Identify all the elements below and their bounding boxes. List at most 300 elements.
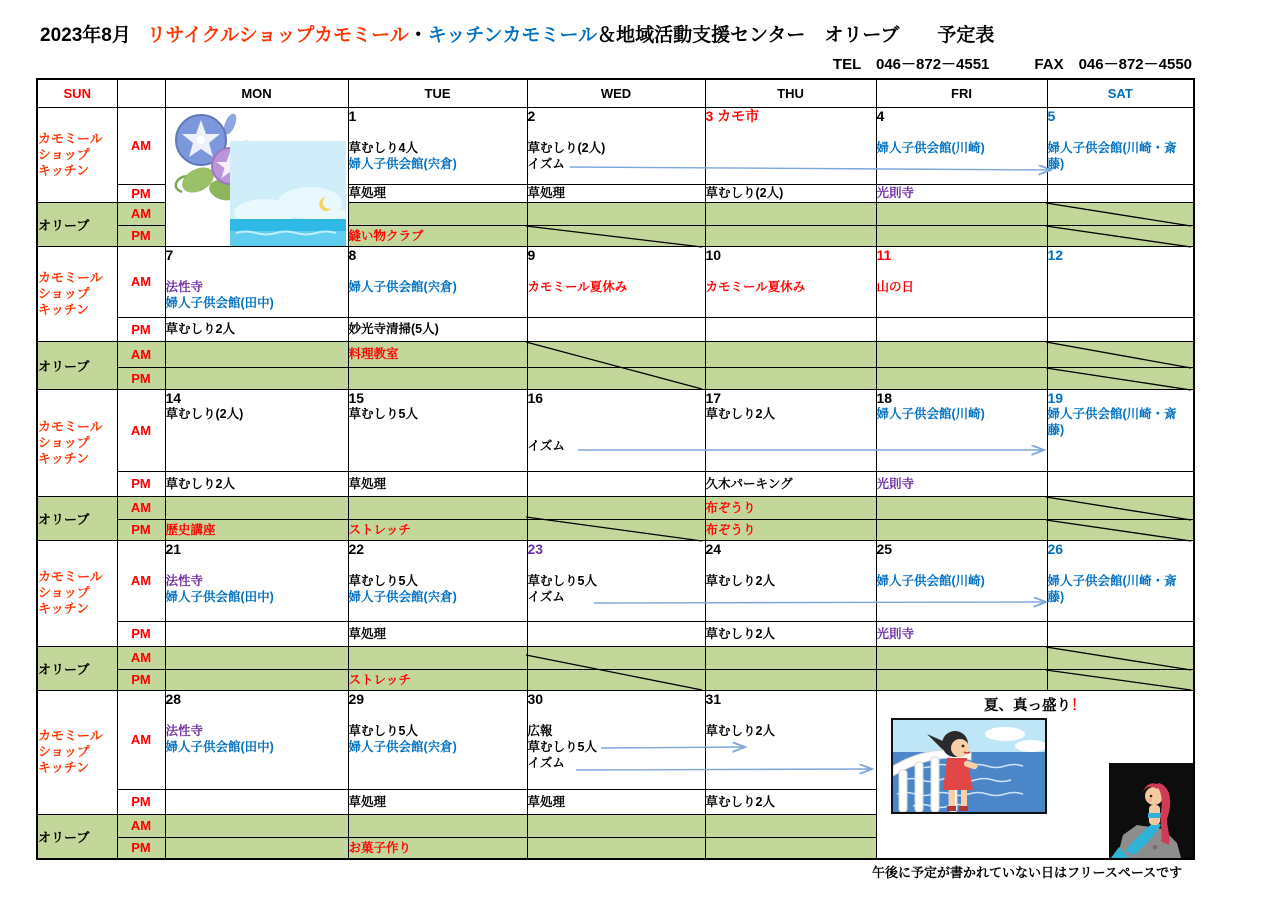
day-olive-pm-cell xyxy=(527,837,705,859)
date-number: 7 xyxy=(165,246,174,263)
summer-caption xyxy=(877,694,1194,715)
group-label-kamomile xyxy=(37,246,117,341)
schedule-entry: 妙光寺清掃(5人) xyxy=(348,322,439,336)
header-fri: FRI xyxy=(876,79,1047,107)
day-pm-cell xyxy=(527,471,705,496)
day-olive-am-cell xyxy=(1047,341,1194,367)
pm-label: PM xyxy=(117,621,165,646)
day-am-cell xyxy=(165,246,348,317)
day-am-cell xyxy=(876,246,1047,317)
clipart-cell xyxy=(165,107,348,246)
date-number: 3 カモ市 xyxy=(705,107,760,124)
schedule-entry: カモミール夏休み xyxy=(705,279,806,294)
date-number: 17 xyxy=(705,389,722,406)
day-pm-cell xyxy=(705,789,876,814)
day-pm-cell xyxy=(705,621,876,646)
group-label-line: カモミール xyxy=(38,569,103,584)
day-olive-pm-cell xyxy=(876,367,1047,389)
schedule-entry: 婦人子供会館(宍倉) xyxy=(348,156,457,171)
day-olive-am-cell xyxy=(348,202,527,225)
schedule-entry: 光則寺 xyxy=(876,476,915,491)
day-olive-pm-cell xyxy=(705,225,876,246)
day-olive-am-cell xyxy=(876,202,1047,225)
date-number: 9 xyxy=(527,246,536,263)
blank-line xyxy=(349,707,527,723)
day-olive-pm-cell xyxy=(705,367,876,389)
day-olive-pm-cell xyxy=(165,669,348,690)
schedule-entry: 草むしり2人 xyxy=(705,626,775,641)
day-pm-cell xyxy=(348,184,527,202)
header-sat: SAT xyxy=(1047,79,1194,107)
day-am-cell xyxy=(348,690,527,789)
schedule-entry: 草むしり(2人) xyxy=(165,406,244,421)
day-olive-am-cell xyxy=(527,646,705,669)
group-label-olive: オリーブ xyxy=(37,814,117,859)
summer-caption-text: 夏、真っ盛り xyxy=(984,697,1071,714)
schedule-entry: 婦人子供会館(川崎) xyxy=(876,406,985,421)
day-olive-am-cell xyxy=(705,814,876,837)
summer-images-cell xyxy=(876,690,1194,859)
header-sun: SUN xyxy=(37,79,117,107)
group-label-line: キッチン xyxy=(38,450,90,466)
day-am-cell xyxy=(705,107,876,184)
group-label-line: ショップ xyxy=(38,285,90,301)
day-pm-cell xyxy=(165,789,348,814)
schedule-entry: 草むしり5人 xyxy=(527,739,597,754)
schedule-entry: 婦人子供会館(宍倉) xyxy=(348,279,457,294)
schedule-entry: イズム xyxy=(527,589,565,604)
day-pm-cell xyxy=(348,789,527,814)
week-2-olive-am-row xyxy=(37,341,1194,367)
title-kitchen-name: キッチンカモミール xyxy=(427,25,598,46)
day-olive-pm-cell xyxy=(1047,669,1194,690)
day-pm-cell xyxy=(705,471,876,496)
week-3-olive-am-row xyxy=(37,496,1194,519)
date-number: 4 xyxy=(876,107,885,124)
week-4-olive-pm-row xyxy=(37,669,1194,690)
date-number: 1 xyxy=(348,107,357,124)
week-5-am-row xyxy=(37,690,1194,789)
sea-clipart xyxy=(230,141,346,246)
day-pm-cell xyxy=(527,621,705,646)
day-olive-am-cell xyxy=(1047,202,1194,225)
date-number: 8 xyxy=(348,246,357,263)
schedule-entry: 婦人子供会館(川崎) xyxy=(876,140,985,155)
day-pm-cell xyxy=(165,471,348,496)
date-number: 21 xyxy=(165,540,182,557)
day-am-cell xyxy=(1047,389,1194,471)
schedule-table xyxy=(36,78,1195,860)
day-olive-pm-cell xyxy=(705,519,876,540)
week-2-pm-row xyxy=(37,317,1194,341)
day-olive-pm-cell xyxy=(527,225,705,246)
olive-pm-label: PM xyxy=(117,669,165,690)
day-olive-am-cell xyxy=(348,496,527,519)
schedule-entry: 草むしり5人 xyxy=(348,573,418,588)
schedule-entry: 草むしり2人 xyxy=(705,406,775,421)
blank-line xyxy=(706,707,876,723)
group-label-line: ショップ xyxy=(38,434,90,450)
header-tue: TUE xyxy=(348,79,527,107)
title-month: 2023年8月 xyxy=(40,25,131,46)
schedule-entry: 法性寺 xyxy=(165,723,204,738)
schedule-entry: イズム xyxy=(527,755,565,770)
schedule-entry: 光則寺 xyxy=(876,186,915,200)
week-3-am-row xyxy=(37,389,1194,471)
schedule-entry: 草処理 xyxy=(348,476,387,491)
day-pm-cell xyxy=(705,184,876,202)
day-olive-am-cell xyxy=(876,496,1047,519)
day-pm-cell xyxy=(876,621,1047,646)
day-am-cell xyxy=(1047,107,1194,184)
day-olive-am-cell xyxy=(348,814,527,837)
date-number: 28 xyxy=(165,690,182,707)
day-olive-am-cell xyxy=(705,496,876,519)
schedule-entry: 草処理 xyxy=(348,626,387,641)
day-am-cell xyxy=(527,690,705,789)
header-blank xyxy=(117,79,165,107)
day-olive-pm-cell xyxy=(348,837,527,859)
group-label-kamomile xyxy=(37,389,117,496)
day-am-cell xyxy=(527,107,705,184)
day-pm-cell xyxy=(1047,184,1194,202)
date-number: 2 xyxy=(527,107,536,124)
day-olive-am-cell xyxy=(527,202,705,225)
group-label-line: キッチン xyxy=(38,162,90,178)
date-number: 12 xyxy=(1047,246,1064,263)
date-number: 15 xyxy=(348,389,365,406)
schedule-entry: 料理教室 xyxy=(348,347,399,361)
day-olive-pm-cell xyxy=(165,837,348,859)
day-olive-am-cell xyxy=(705,646,876,669)
week-2-olive-pm-row xyxy=(37,367,1194,389)
schedule-entry: 婦人子供会館(川崎・斎藤) xyxy=(1047,406,1177,437)
day-olive-am-cell xyxy=(348,341,527,367)
date-number: 25 xyxy=(876,540,893,557)
schedule-entry: 婦人子供会館(田中) xyxy=(165,295,274,310)
date-number: 29 xyxy=(348,690,365,707)
day-pm-cell xyxy=(1047,621,1194,646)
day-olive-am-cell xyxy=(876,646,1047,669)
blank-line xyxy=(349,263,527,279)
day-olive-pm-cell xyxy=(348,367,527,389)
blank-line xyxy=(166,557,348,573)
day-olive-pm-cell xyxy=(1047,519,1194,540)
group-label-line: カモミール xyxy=(38,728,103,743)
header-mon: MON xyxy=(165,79,348,107)
group-label-olive: オリーブ xyxy=(37,341,117,389)
day-pm-cell xyxy=(348,317,527,341)
blank-line xyxy=(877,263,1047,279)
olive-am-label: AM xyxy=(117,341,165,367)
week-4-am-row xyxy=(37,540,1194,621)
day-olive-am-cell xyxy=(165,646,348,669)
schedule-entry: 歴史講座 xyxy=(165,522,216,537)
date-number: 30 xyxy=(527,690,544,707)
pm-label: PM xyxy=(117,184,165,202)
day-am-cell xyxy=(165,389,348,471)
week-1-am-row xyxy=(37,107,1194,184)
olive-am-label: AM xyxy=(117,202,165,225)
schedule-entry: 草むしり5人 xyxy=(527,573,597,588)
blank-line xyxy=(1048,557,1194,573)
day-am-cell xyxy=(348,107,527,184)
date-number: 18 xyxy=(876,389,893,406)
date-number: 24 xyxy=(705,540,722,557)
day-am-cell xyxy=(705,540,876,621)
day-olive-pm-cell xyxy=(1047,225,1194,246)
schedule-entry: 縫い物クラブ xyxy=(348,228,424,243)
day-olive-pm-cell xyxy=(527,669,705,690)
day-olive-pm-cell xyxy=(876,225,1047,246)
schedule-entry: 布ぞうり xyxy=(705,500,756,515)
day-am-cell xyxy=(1047,246,1194,317)
schedule-entry: イズム xyxy=(527,438,565,453)
day-olive-pm-cell xyxy=(876,519,1047,540)
day-pm-cell xyxy=(1047,317,1194,341)
summer-caption-mark: ！ xyxy=(1071,697,1086,714)
group-label-olive: オリーブ xyxy=(37,646,117,690)
day-olive-pm-cell xyxy=(527,367,705,389)
day-olive-am-cell xyxy=(348,646,527,669)
group-label-line: ショップ xyxy=(38,146,90,162)
day-olive-pm-cell xyxy=(1047,367,1194,389)
date-number: 5 xyxy=(1047,107,1056,124)
olive-pm-label: PM xyxy=(117,837,165,859)
week-2-am-row xyxy=(37,246,1194,317)
blank-line xyxy=(528,124,705,140)
group-label-line: カモミール xyxy=(38,130,103,146)
schedule-entry: 広報 xyxy=(527,723,553,738)
title-rest: ＆地域活動支援センター オリーブ 予定表 xyxy=(597,25,995,46)
day-am-cell xyxy=(165,690,348,789)
schedule-entry: 草処理 xyxy=(527,794,566,809)
day-am-cell xyxy=(527,246,705,317)
blank-line xyxy=(528,263,705,279)
day-olive-pm-cell xyxy=(348,225,527,246)
group-label-line: カモミール xyxy=(38,269,103,285)
day-olive-am-cell xyxy=(527,814,705,837)
day-am-cell xyxy=(876,389,1047,471)
footer-note: 午後に予定が書かれていない日はフリースペースです xyxy=(872,865,1183,880)
schedule-entry: 草むしり2人 xyxy=(705,723,775,738)
day-am-cell xyxy=(1047,540,1194,621)
schedule-entry: 草むしり2人 xyxy=(705,794,775,809)
week-4-olive-am-row xyxy=(37,646,1194,669)
group-label-kamomile xyxy=(37,540,117,646)
schedule-entry: 草むしり4人 xyxy=(348,140,418,155)
day-pm-cell xyxy=(1047,471,1194,496)
am-label: AM xyxy=(117,540,165,621)
blank-line xyxy=(528,422,705,438)
day-pm-cell xyxy=(348,471,527,496)
blank-line xyxy=(706,557,876,573)
day-pm-cell xyxy=(876,471,1047,496)
day-pm-cell xyxy=(527,184,705,202)
day-olive-pm-cell xyxy=(165,519,348,540)
blank-line xyxy=(166,707,348,723)
date-number: 26 xyxy=(1047,540,1064,557)
tel-fax-line: TEL 046－872－4551 FAX 046－872－4550 xyxy=(832,56,1192,73)
day-am-cell xyxy=(876,540,1047,621)
group-label-line: ショップ xyxy=(38,744,90,759)
day-olive-am-cell xyxy=(705,202,876,225)
day-pm-cell xyxy=(876,317,1047,341)
olive-pm-label: PM xyxy=(117,367,165,389)
schedule-entry: 婦人子供会館(宍倉) xyxy=(348,739,457,754)
day-olive-pm-cell xyxy=(165,367,348,389)
schedule-entry: 婦人子供会館(川崎) xyxy=(876,573,985,588)
schedule-entry: 草むしり(2人) xyxy=(527,140,606,155)
schedule-entry: 法性寺 xyxy=(165,279,204,294)
am-label: AM xyxy=(117,389,165,471)
day-am-cell xyxy=(527,540,705,621)
date-number: 19 xyxy=(1047,389,1064,406)
header-thu: THU xyxy=(705,79,876,107)
day-olive-pm-cell xyxy=(705,837,876,859)
day-pm-cell xyxy=(348,621,527,646)
day-am-cell xyxy=(527,389,705,471)
schedule-entry: 布ぞうり xyxy=(705,522,756,537)
mermaid-image xyxy=(1109,763,1193,858)
group-label-kamomile xyxy=(37,690,117,814)
olive-am-label: AM xyxy=(117,814,165,837)
day-olive-am-cell xyxy=(165,496,348,519)
day-olive-pm-cell xyxy=(348,669,527,690)
day-pm-cell xyxy=(527,789,705,814)
group-label-line: キッチン xyxy=(38,760,90,775)
olive-pm-label: PM xyxy=(117,225,165,246)
schedule-entry: ストレッチ xyxy=(348,522,411,537)
date-number: 22 xyxy=(348,540,365,557)
day-am-cell xyxy=(348,540,527,621)
day-pm-cell xyxy=(876,184,1047,202)
page-title xyxy=(40,20,994,47)
olive-am-label: AM xyxy=(117,646,165,669)
schedule-entry: 法性寺 xyxy=(165,573,204,588)
day-am-cell xyxy=(876,107,1047,184)
am-label: AM xyxy=(117,107,165,184)
day-olive-pm-cell xyxy=(876,669,1047,690)
day-olive-am-cell xyxy=(527,496,705,519)
blank-line xyxy=(877,557,1047,573)
schedule-entry: 草むしり2人 xyxy=(705,573,775,588)
schedule-entry: 婦人子供会館(田中) xyxy=(165,739,274,754)
day-am-cell xyxy=(705,389,876,471)
date-number: 16 xyxy=(527,389,544,406)
date-number: 11 xyxy=(876,246,892,263)
day-olive-am-cell xyxy=(1047,496,1194,519)
day-olive-am-cell xyxy=(1047,646,1194,669)
group-label-olive: オリーブ xyxy=(37,202,117,246)
week-3-pm-row xyxy=(37,471,1194,496)
day-olive-am-cell xyxy=(527,341,705,367)
title-separator: ・ xyxy=(408,25,428,46)
blank-line xyxy=(1048,124,1194,140)
pm-label: PM xyxy=(117,471,165,496)
day-pm-cell xyxy=(165,621,348,646)
pm-label: PM xyxy=(117,789,165,814)
schedule-entry: 草むしり5人 xyxy=(348,723,418,738)
title-shop-name: リサイクルショップカモミール xyxy=(146,25,409,46)
day-pm-cell xyxy=(705,317,876,341)
day-am-cell xyxy=(705,690,876,789)
schedule-entry: カモミール夏休み xyxy=(527,279,628,294)
group-label-line: カモミール xyxy=(38,418,103,434)
olive-am-label: AM xyxy=(117,496,165,519)
schedule-entry: 草むしり2人 xyxy=(165,322,235,336)
pm-label: PM xyxy=(117,317,165,341)
date-number: 10 xyxy=(705,246,722,263)
day-pm-cell xyxy=(165,317,348,341)
day-am-cell xyxy=(165,540,348,621)
group-label-kamomile xyxy=(37,107,117,202)
group-label-line: ショップ xyxy=(38,585,90,600)
day-olive-pm-cell xyxy=(348,519,527,540)
day-am-cell xyxy=(348,246,527,317)
am-label: AM xyxy=(117,246,165,317)
schedule-entry: 久木パーキング xyxy=(705,476,793,491)
schedule-entry: 草処理 xyxy=(348,186,387,200)
group-label-line: キッチン xyxy=(38,301,90,317)
blank-line xyxy=(349,557,527,573)
day-olive-am-cell xyxy=(165,814,348,837)
schedule-entry: 草処理 xyxy=(348,794,387,809)
olive-pm-label: PM xyxy=(117,519,165,540)
day-olive-am-cell xyxy=(876,341,1047,367)
schedule-entry: お菓子作り xyxy=(348,840,412,855)
header-wed: WED xyxy=(527,79,705,107)
blank-line xyxy=(349,124,527,140)
schedule-entry: イズム xyxy=(527,156,565,171)
blank-line xyxy=(528,406,705,422)
day-olive-am-cell xyxy=(705,341,876,367)
day-am-cell xyxy=(348,389,527,471)
schedule-entry: 草むしり5人 xyxy=(348,406,418,421)
schedule-entry: 婦人子供会館(田中) xyxy=(165,589,274,604)
blank-line xyxy=(528,707,705,723)
day-am-cell xyxy=(705,246,876,317)
day-olive-pm-cell xyxy=(705,669,876,690)
weekday-header-row xyxy=(37,79,1194,107)
group-label-line: キッチン xyxy=(38,601,90,616)
day-olive-am-cell xyxy=(165,341,348,367)
schedule-entry: 山の日 xyxy=(876,279,915,294)
day-pm-cell xyxy=(527,317,705,341)
blank-line xyxy=(877,124,1047,140)
week-4-pm-row xyxy=(37,621,1194,646)
schedule-entry: 婦人子供会館(川崎・斎藤) xyxy=(1047,573,1177,604)
schedule-entry: 草処理 xyxy=(527,186,566,200)
day-olive-pm-cell xyxy=(527,519,705,540)
blank-line xyxy=(528,557,705,573)
am-label: AM xyxy=(117,690,165,789)
blank-line xyxy=(166,263,348,279)
schedule-entry: 婦人子供会館(川崎・斎藤) xyxy=(1047,140,1177,171)
schedule-entry: 婦人子供会館(宍倉) xyxy=(348,589,457,604)
schedule-entry: 光則寺 xyxy=(876,626,915,641)
girl-on-ship-image xyxy=(891,718,1047,814)
schedule-entry: 草むしり(2人) xyxy=(705,186,784,200)
date-number: 31 xyxy=(705,690,722,707)
blank-line xyxy=(706,263,876,279)
group-label-olive: オリーブ xyxy=(37,496,117,540)
schedule-entry: 草むしり2人 xyxy=(165,476,235,491)
date-number: 23 xyxy=(527,540,544,557)
schedule-entry: ストレッチ xyxy=(348,672,411,687)
date-number: 14 xyxy=(165,389,182,406)
week-3-olive-pm-row xyxy=(37,519,1194,540)
